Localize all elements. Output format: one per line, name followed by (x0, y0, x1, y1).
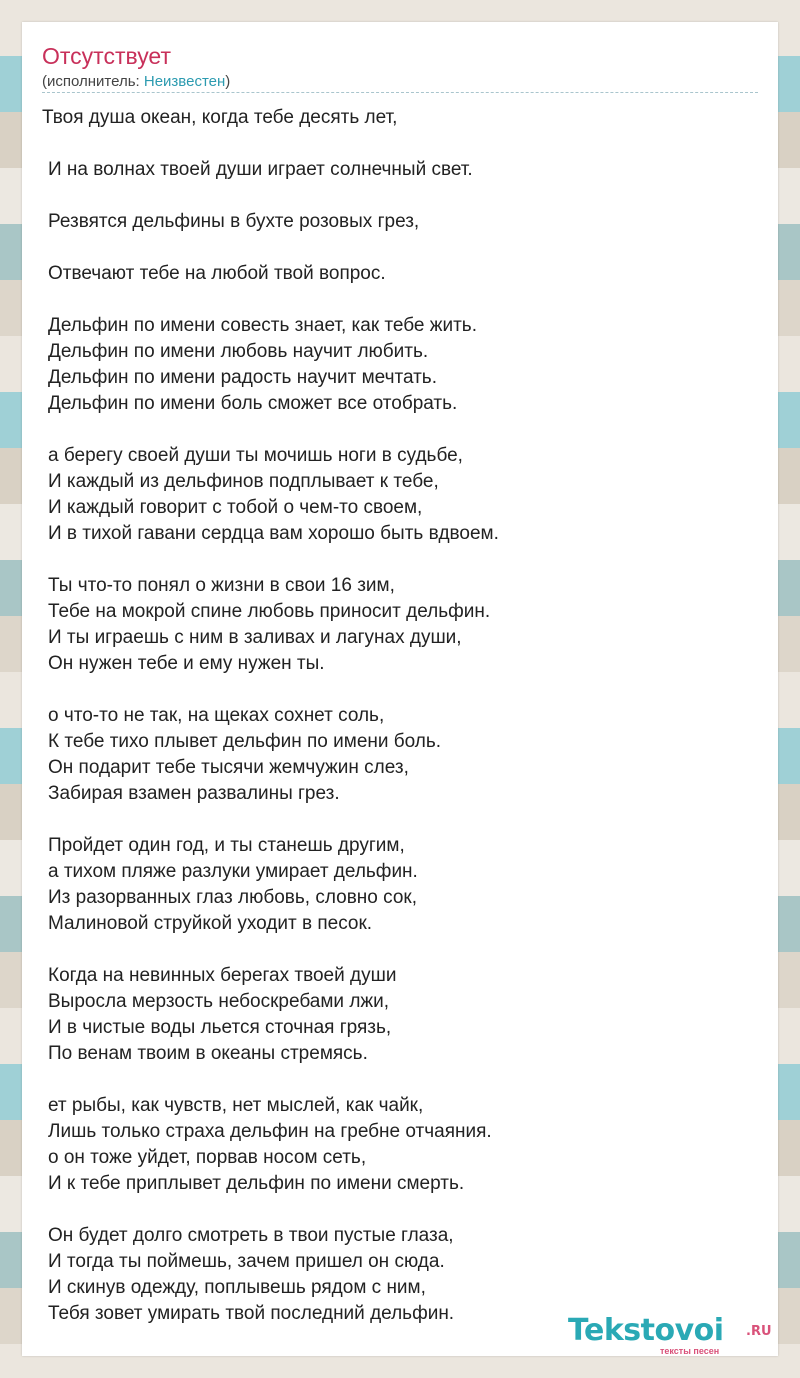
lyrics-card (22, 22, 778, 1356)
lyric-blank-line (42, 677, 742, 703)
lyrics-text (42, 105, 742, 1327)
lyric-blank-line (42, 417, 742, 443)
lyric-line: Дельфин по имени радость научит мечтать. (48, 367, 437, 388)
lyric-line: И в чистые воды льется сточная грязь, (48, 1017, 392, 1038)
artist-prefix: (исполнитель: (42, 73, 144, 90)
lyric-line: Из разорванных глаз любовь, словно сок, (48, 887, 418, 908)
lyric-line: К тебе тихо плывет дельфин по имени боль. (48, 731, 442, 752)
lyric-blank-line (42, 1197, 742, 1223)
logo-wordmark: Tekstovoi (568, 1313, 724, 1348)
lyric-line: Ты что-то понял о жизни в свои 16 зим, (48, 575, 395, 596)
lyric-line: И к тебе приплывет дельфин по имени смерть. (48, 1173, 465, 1194)
site-logo[interactable] (568, 1314, 778, 1354)
lyric-line: И скинув одежду, поплывешь рядом с ним, (48, 1277, 426, 1298)
lyric-line: Дельфин по имени боль сможет все отобрать. (48, 393, 458, 414)
lyric-line: Малиновой струйкой уходит в песок. (48, 913, 373, 934)
title-divider (42, 92, 758, 93)
lyric-line: ет рыбы, как чувств, нет мыслей, как чайк, (48, 1095, 424, 1116)
lyric-line: Когда на невинных берегах твоей души (48, 965, 397, 986)
lyric-blank-line (42, 547, 742, 573)
lyric-blank-line (42, 937, 742, 963)
lyric-line: И тогда ты поймешь, зачем пришел он сюда. (48, 1251, 445, 1272)
song-title: Отсутствует (42, 43, 171, 69)
lyric-blank-line (42, 287, 742, 313)
lyric-line: И на волнах твоей души играет солнечный свет. (48, 159, 473, 180)
lyric-line: Пройдет один год, и ты станешь другим, (48, 835, 405, 856)
lyric-line: Тебя зовет умирать твой последний дельфин. (48, 1303, 455, 1324)
lyric-line: И в тихой гавани сердца вам хорошо быть вдвоем. (48, 523, 499, 544)
lyric-line: Он подарит тебе тысячи жемчужин слез, (48, 757, 409, 778)
lyric-line: о что-то не так, на щеках сохнет соль, (48, 705, 385, 726)
lyric-line: И каждый из дельфинов подплывает к тебе, (48, 471, 439, 492)
lyric-blank-line (42, 235, 742, 261)
lyric-line: Дельфин по имени любовь научит любить. (48, 341, 429, 362)
lyric-line: Выросла мерзость небоскребами лжи, (48, 991, 390, 1012)
lyric-line: И ты играешь с ним в заливах и лагунах души, (48, 627, 462, 648)
lyric-line: Дельфин по имени совесть знает, как тебе жить. (48, 315, 477, 336)
lyric-line: И каждый говорит с тобой о чем-то своем, (48, 497, 423, 518)
lyric-line: о он тоже уйдет, порвав носом сеть, (48, 1147, 367, 1168)
logo-domain: .RU (746, 1324, 772, 1339)
logo-tagline: тексты песен (660, 1346, 720, 1356)
artist-suffix: ) (225, 73, 231, 90)
lyric-line: Забирая взамен развалины грез. (48, 783, 340, 804)
lyric-line: Он нужен тебе и ему нужен ты. (48, 653, 325, 674)
lyric-line: Он будет долго смотреть в твои пустые глаза, (48, 1225, 454, 1246)
lyric-line: Тебе на мокрой спине любовь приносит дельфин. (48, 601, 491, 622)
lyric-line: а берегу своей души ты мочишь ноги в судьбе, (48, 445, 463, 466)
lyric-blank-line (42, 1067, 742, 1093)
artist-line (42, 73, 230, 91)
artist-link[interactable]: Неизвестен (143, 73, 226, 90)
lyric-line: Лишь только страха дельфин на гребне отчаяния. (48, 1121, 492, 1142)
lyric-blank-line (42, 183, 742, 209)
lyric-line: По венам твоим в океаны стремясь. (48, 1043, 368, 1064)
lyric-line: Отвечают тебе на любой твой вопрос. (48, 263, 386, 284)
lyric-line: Резвятся дельфины в бухте розовых грез, (48, 211, 420, 232)
lyric-line: Твоя душа океан, когда тебе десять лет, (42, 107, 398, 128)
lyric-blank-line (42, 807, 742, 833)
lyric-line: а тихом пляже разлуки умирает дельфин. (48, 861, 418, 882)
lyric-blank-line (42, 131, 742, 157)
